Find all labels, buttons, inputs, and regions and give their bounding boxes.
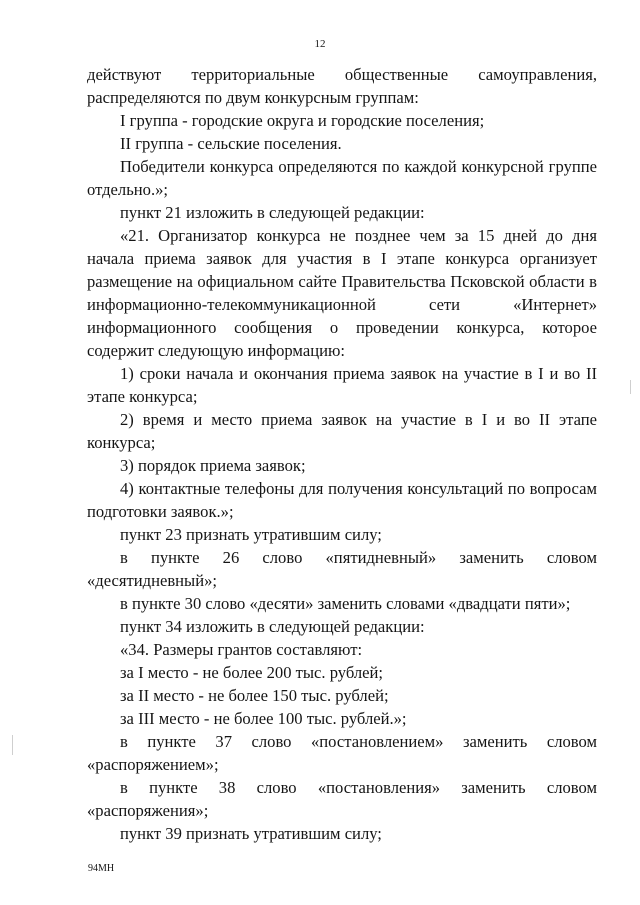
scan-edge-mark	[630, 380, 631, 394]
paragraph: за II место - не более 150 тыс. рублей;	[120, 686, 389, 705]
paragraph: за I место - не более 200 тыс. рублей;	[120, 663, 384, 682]
paragraph: I группа - городские округа и городские поселения;	[120, 111, 485, 130]
paragraph: 1) сроки начала и окончания приема заявок на участие в I и во II этапе конкурса;	[87, 364, 597, 406]
paragraph: пункт 23 признать утратившим силу;	[120, 525, 382, 544]
document-body	[87, 63, 597, 845]
scan-edge-mark	[12, 735, 13, 755]
paragraph: 3) порядок приема заявок;	[120, 456, 306, 475]
paragraph: в пункте 38 слово «постановления» заменить словом «распоряжения»;	[87, 778, 597, 820]
paragraph: II группа - сельские поселения.	[120, 134, 342, 153]
paragraph: за III место - не более 100 тыс. рублей.»;	[120, 709, 407, 728]
paragraph: 4) контактные телефоны для получения консультаций по вопросам подготовки заявок.»;	[87, 479, 597, 521]
paragraph: в пункте 30 слово «десяти» заменить словами «двадцати пяти»;	[120, 594, 571, 613]
page-number: 12	[314, 38, 326, 50]
paragraph: действуют территориальные общественные самоуправления, распределяются по двум конкурсным группам:	[87, 65, 597, 107]
paragraph: 2) время и место приема заявок на участие в I и во II этапе конкурса;	[87, 410, 597, 452]
paragraph: «21. Организатор конкурса не позднее чем за 15 дней до дня начала приема заявок для участия в I этапе конкурса организует размещение на официальном сайте Правительства Псковской области в информационно-телекоммуникационной сети «Интернет» информационного сообщения о проведении конкурса, которое содержит следующую информацию:	[87, 226, 597, 360]
paragraph: Победители конкурса определяются по каждой конкурсной группе отдельно.»;	[87, 157, 597, 199]
paragraph: пункт 21 изложить в следующей редакции:	[120, 203, 425, 222]
paragraph: пункт 34 изложить в следующей редакции:	[120, 617, 425, 636]
paragraph: «34. Размеры грантов составляют:	[120, 640, 363, 659]
paragraph: в пункте 26 слово «пятидневный» заменить словом «десятидневный»;	[87, 548, 597, 590]
paragraph: в пункте 37 слово «постановлением» заменить словом «распоряжением»;	[87, 732, 597, 774]
footer-code: 94МН	[88, 863, 115, 874]
paragraph: пункт 39 признать утратившим силу;	[120, 824, 382, 843]
